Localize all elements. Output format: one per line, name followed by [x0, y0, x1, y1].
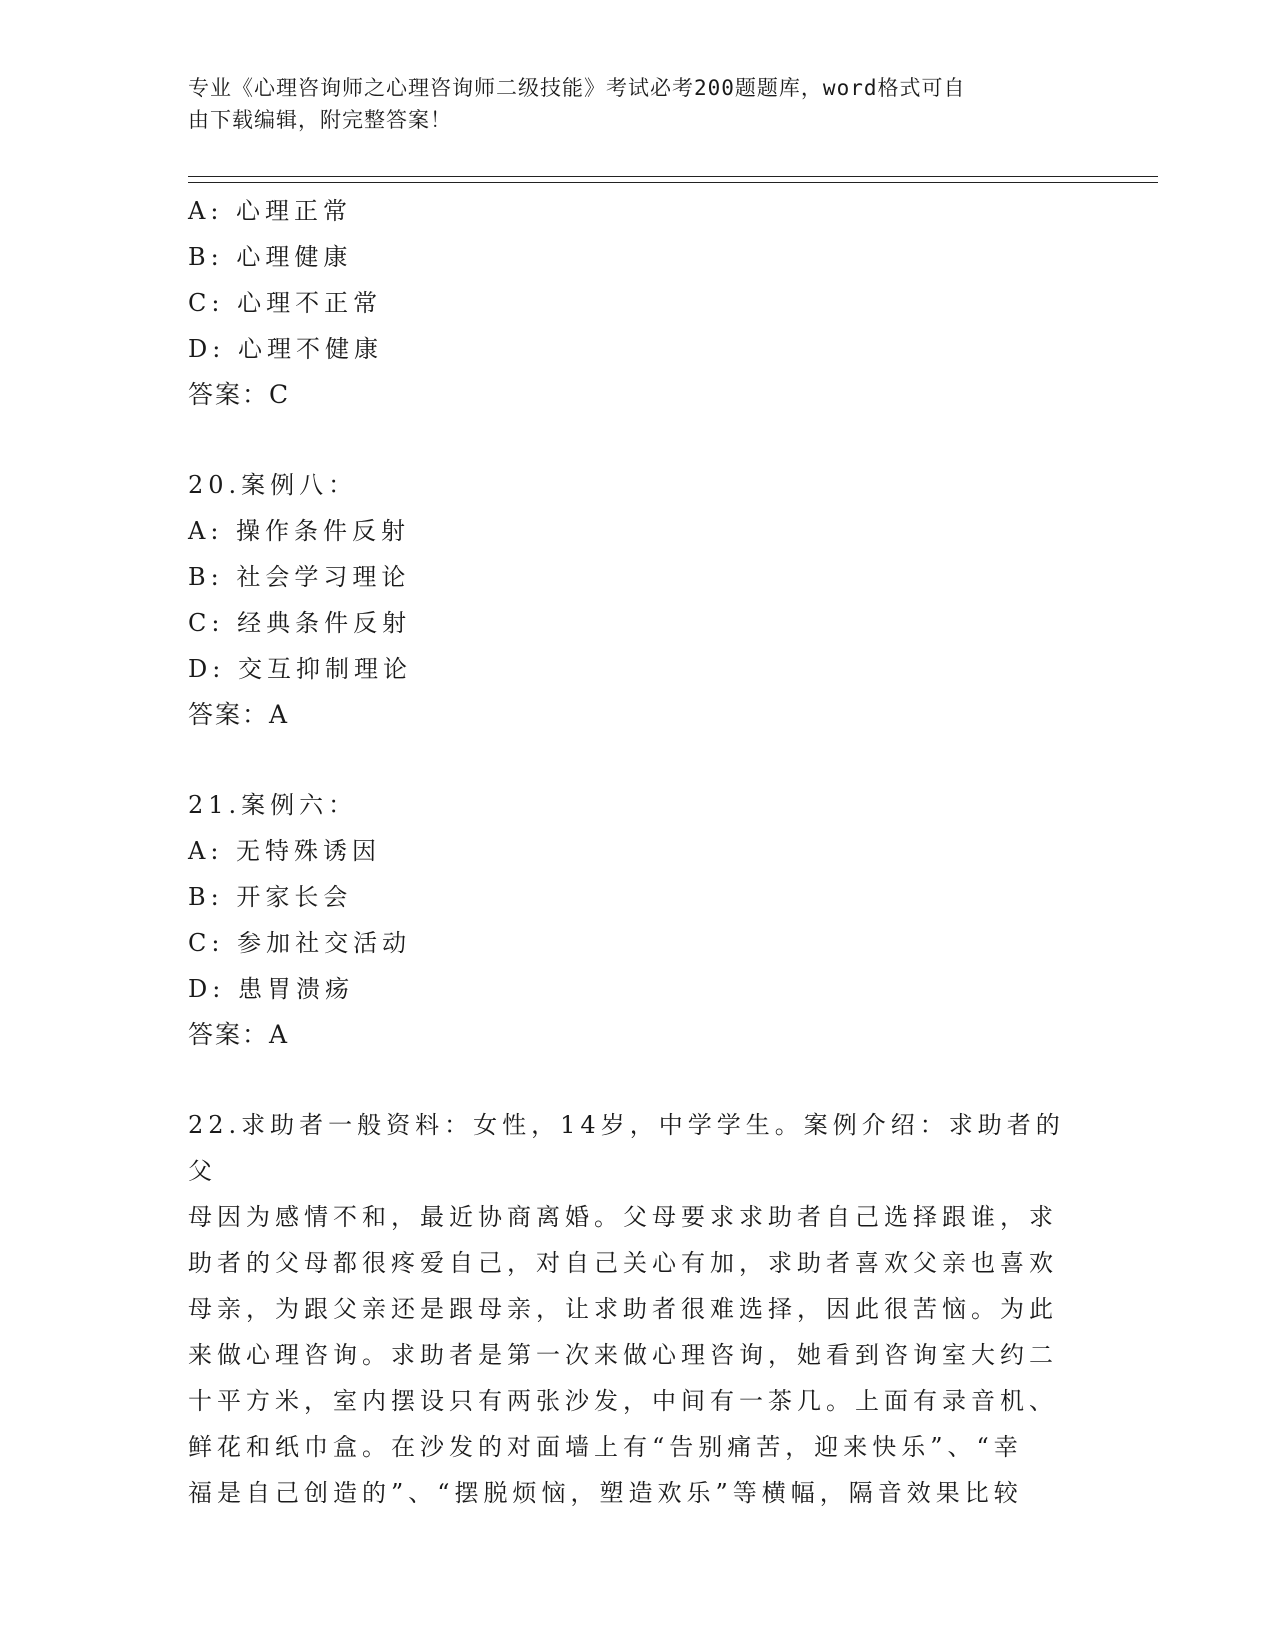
option-d: D: 心理不健康	[188, 335, 383, 363]
answer-line: 答案：A	[188, 1020, 290, 1049]
option-d: D: 患胃溃疡	[188, 975, 354, 1003]
case-text-line: 鲜花和纸巾盒。在沙发的对面墙上有“告别痛苦，迎来快乐”、“幸	[188, 1433, 1023, 1461]
case-text-line: 助者的父母都很疼爱自己，对自己关心有加，求助者喜欢父亲也喜欢	[188, 1249, 1058, 1277]
answer-line: 答案：C	[188, 380, 291, 409]
option-a: A: 操作条件反射	[188, 517, 411, 545]
option-d: D: 交互抑制理论	[188, 655, 412, 683]
question-20	[188, 462, 1088, 738]
case-text-line: 福是自己创造的”、“摆脱烦恼，塑造欢乐”等横幅，隔音效果比较	[188, 1479, 1023, 1507]
case-text-line: 母因为感情不和，最近协商离婚。父母要求求助者自己选择跟谁，求	[188, 1203, 1058, 1231]
question-stem: 20.案例八：	[188, 471, 358, 499]
question-partial	[188, 188, 1088, 418]
page-header	[188, 72, 1068, 136]
case-text-line: 母亲，为跟父亲还是跟母亲，让求助者很难选择，因此很苦恼。为此	[188, 1295, 1058, 1323]
option-a: A: 心理正常	[188, 197, 353, 225]
case-text-line: 22.求助者一般资料：女性，14岁，中学学生。案例介绍：求助者的父	[188, 1111, 1065, 1185]
option-c: C: 心理不正常	[188, 289, 383, 317]
option-c: C: 经典条件反射	[188, 609, 412, 637]
case-text-line: 十平方米，室内摆设只有两张沙发，中间有一茶几。上面有录音机、	[188, 1387, 1058, 1415]
header-line-1: 专业《心理咨询师之心理咨询师二级技能》考试必考200题题库，word格式可自	[188, 76, 966, 100]
option-b: B: 开家长会	[188, 883, 353, 911]
case-text-line: 来做心理咨询。求助者是第一次来做心理咨询，她看到咨询室大约二	[188, 1341, 1058, 1369]
question-stem: 21.案例六：	[188, 791, 358, 819]
answer-line: 答案：A	[188, 700, 290, 729]
option-c: C: 参加社交活动	[188, 929, 412, 957]
document-body	[188, 188, 1088, 1560]
option-b: B: 社会学习理论	[188, 563, 411, 591]
header-line-2: 由下载编辑，附完整答案！	[188, 108, 452, 132]
question-22	[188, 1102, 1088, 1516]
question-21	[188, 782, 1088, 1058]
option-a: A: 无特殊诱因	[188, 837, 382, 865]
header-divider	[188, 176, 1158, 177]
option-b: B: 心理健康	[188, 243, 353, 271]
header-divider-secondary	[188, 182, 1158, 183]
